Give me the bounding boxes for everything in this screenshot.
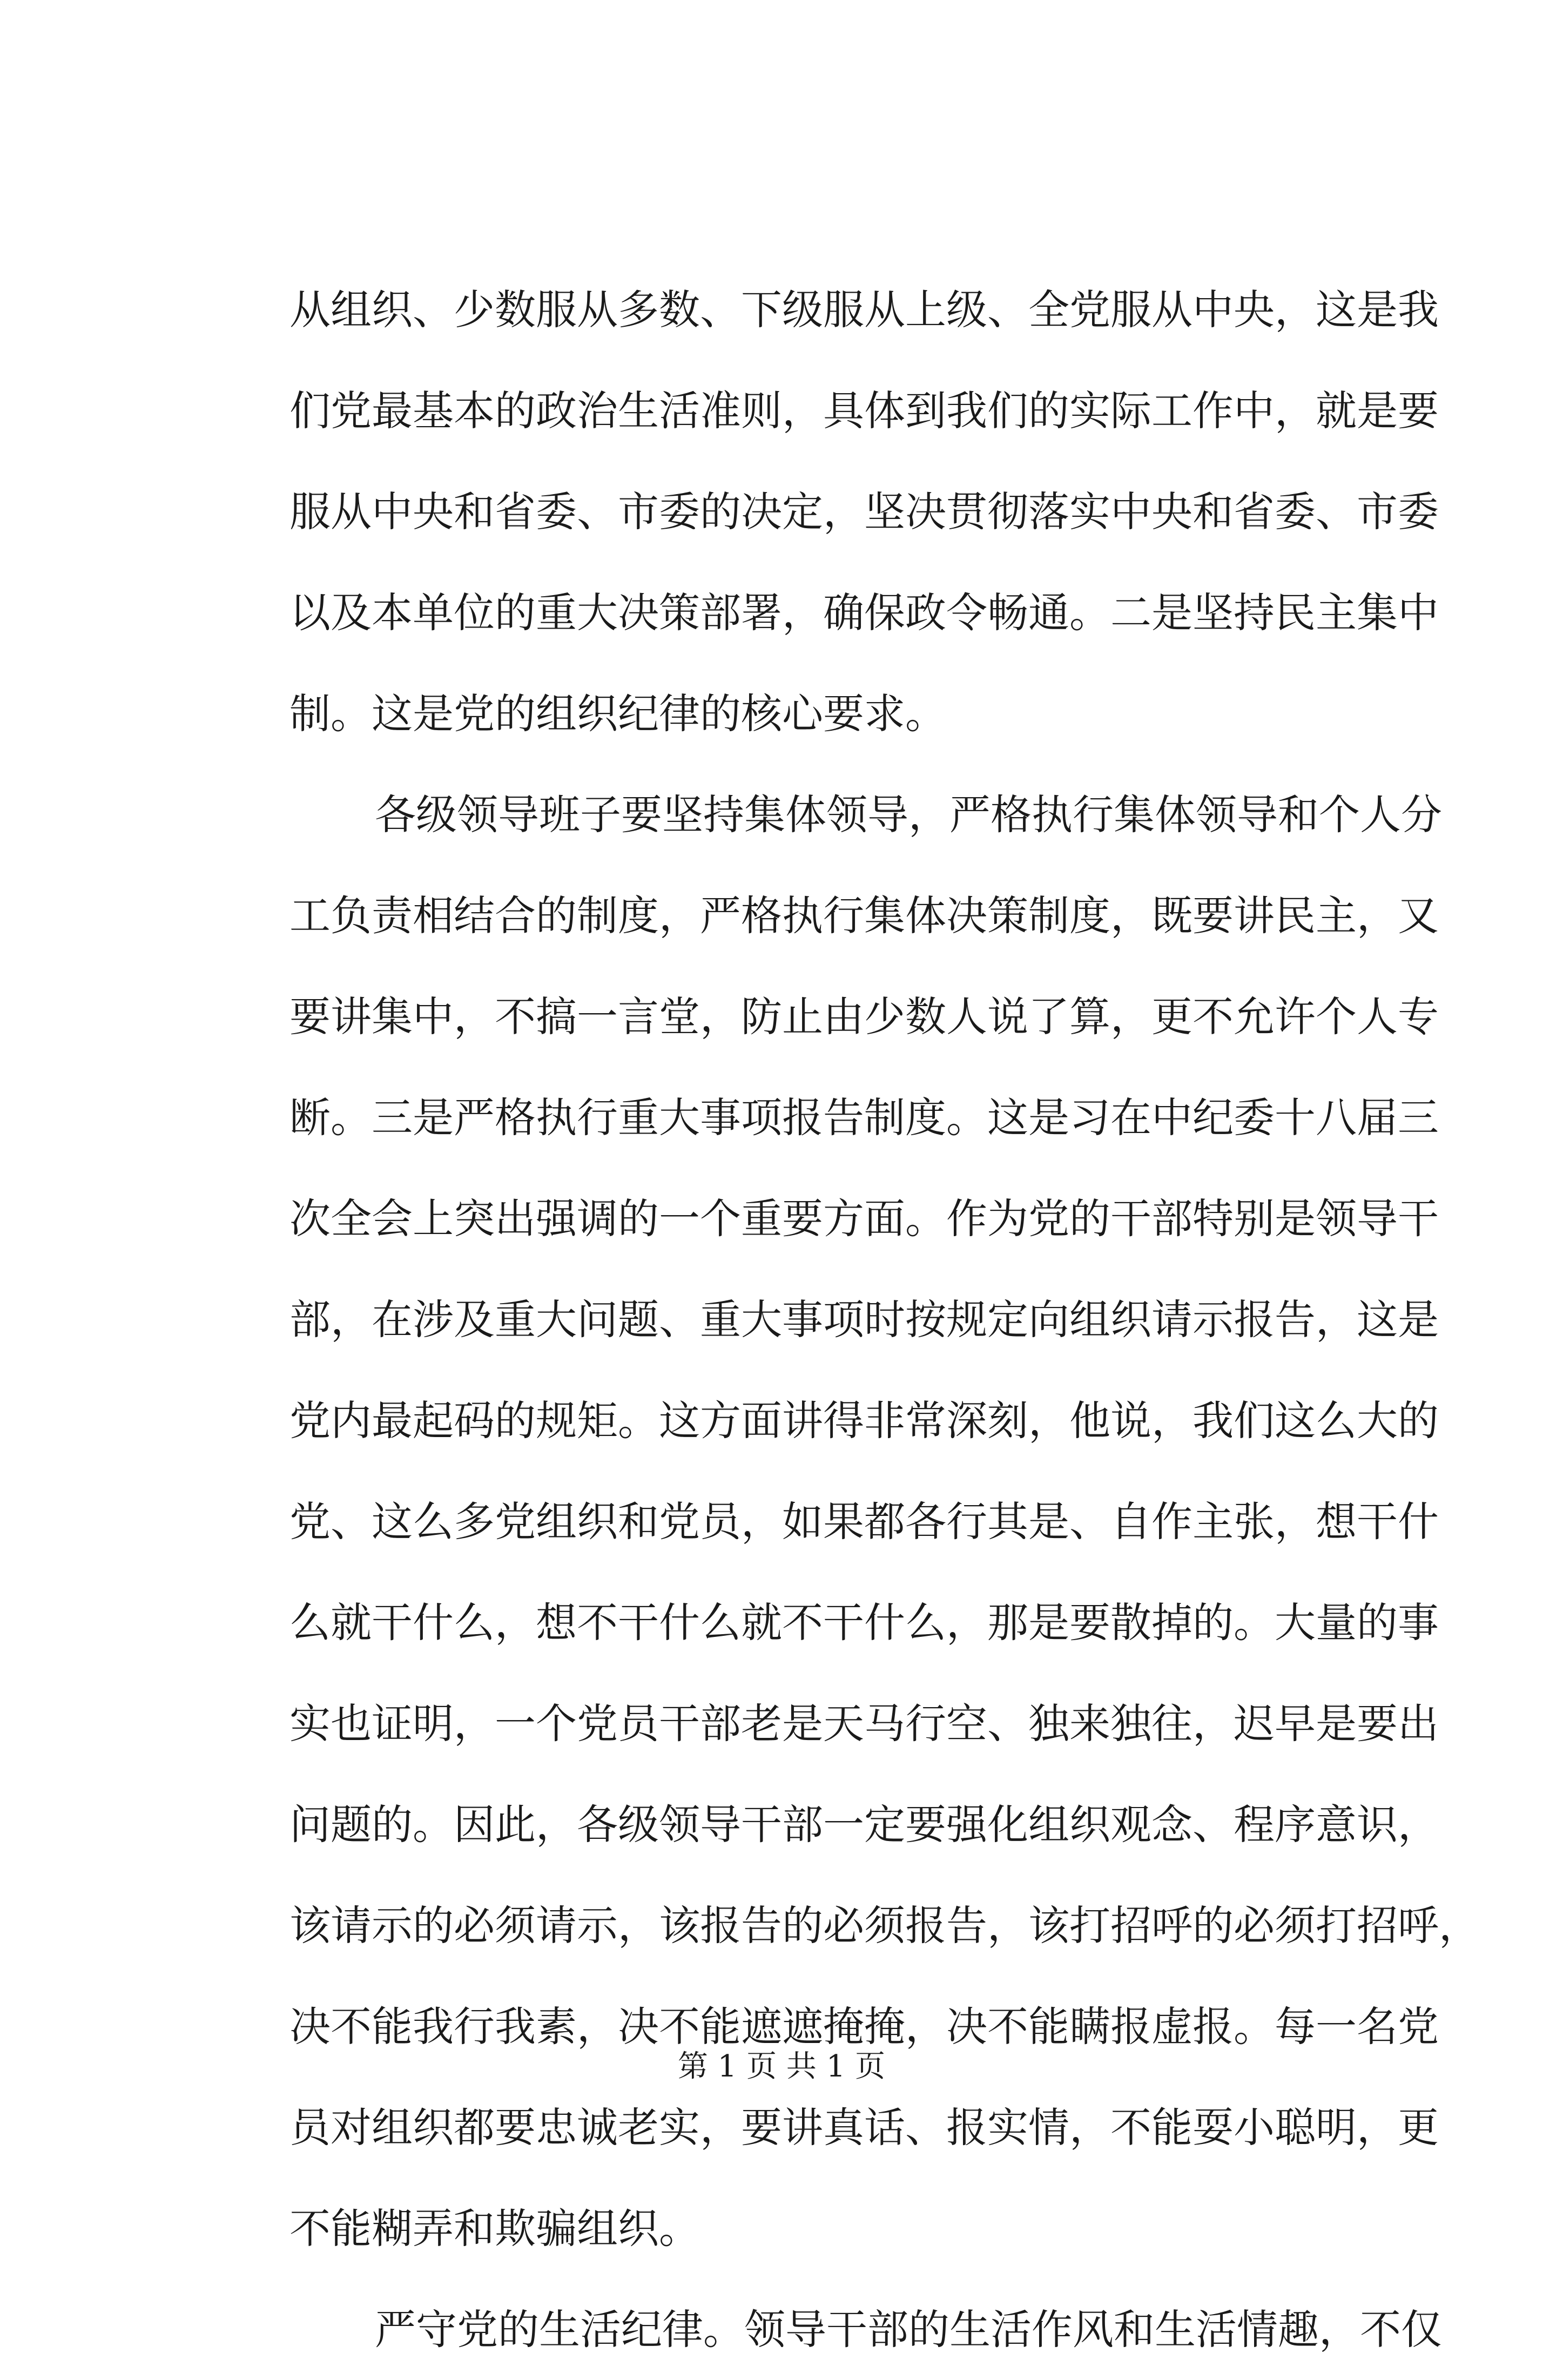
text-line: 次全会上突出强调的一个重要方面。作为党的干部特别是领导干 [289,1195,1439,1243]
text-line: 断。三是严格执行重大事项报告制度。这是习在中纪委十八届三 [289,1094,1439,1142]
text-line: 严守党的生活纪律。领导干部的生活作风和生活情趣，不仅 [375,2305,1442,2354]
text-line: 党、这么多党组织和党员，如果都各行其是、自作主张，想干什 [289,1498,1439,1546]
text-line: 党内最起码的规矩。这方面讲得非常深刻，他说，我们这么大的 [289,1397,1439,1445]
text-line: 么就干什么，想不干什么就不干什么，那是要散掉的。大量的事 [289,1599,1439,1647]
text-line: 工负责相结合的制度，严格执行集体决策制度，既要讲民主，又 [289,892,1439,940]
text-line: 员对组织都要忠诚老实，要讲真话、报实情，不能耍小聪明，更 [289,2103,1439,2152]
text-line: 从组织、少数服从多数、下级服从上级、全党服从中央，这是我 [289,286,1439,334]
text-line: 该请示的必须请示，该报告的必须报告，该打招呼的必须打招呼， [289,1902,1480,1950]
text-line: 要讲集中，不搞一言堂，防止由少数人说了算，更不允许个人专 [289,993,1439,1041]
text-line: 各级领导班子要坚持集体领导，严格执行集体领导和个人分 [375,791,1442,839]
text-line: 不能糊弄和欺骗组织。 [289,2204,700,2253]
text-line: 决不能我行我素，决不能遮遮掩掩，决不能瞒报虚报。每一名党 [289,2003,1439,2051]
text-line: 服从中央和省委、市委的决定，坚决贯彻落实中央和省委、市委 [289,488,1439,536]
text-line: 部，在涉及重大问题、重大事项时按规定向组织请示报告，这是 [289,1296,1439,1344]
text-line: 们党最基本的政治生活准则，具体到我们的实际工作中，就是要 [289,387,1439,435]
page-footer: 第 1 页 共 1 页 [677,2049,886,2084]
text-line: 制。这是党的组织纪律的核心要求。 [289,690,946,738]
text-line: 问题的。因此，各级领导干部一定要强化组织观念、程序意识， [289,1801,1439,1849]
text-line: 实也证明，一个党员干部老是天马行空、独来独往，迟早是要出 [289,1700,1439,1748]
text-line: 以及本单位的重大决策部署，确保政令畅通。二是坚持民主集中 [289,589,1439,637]
